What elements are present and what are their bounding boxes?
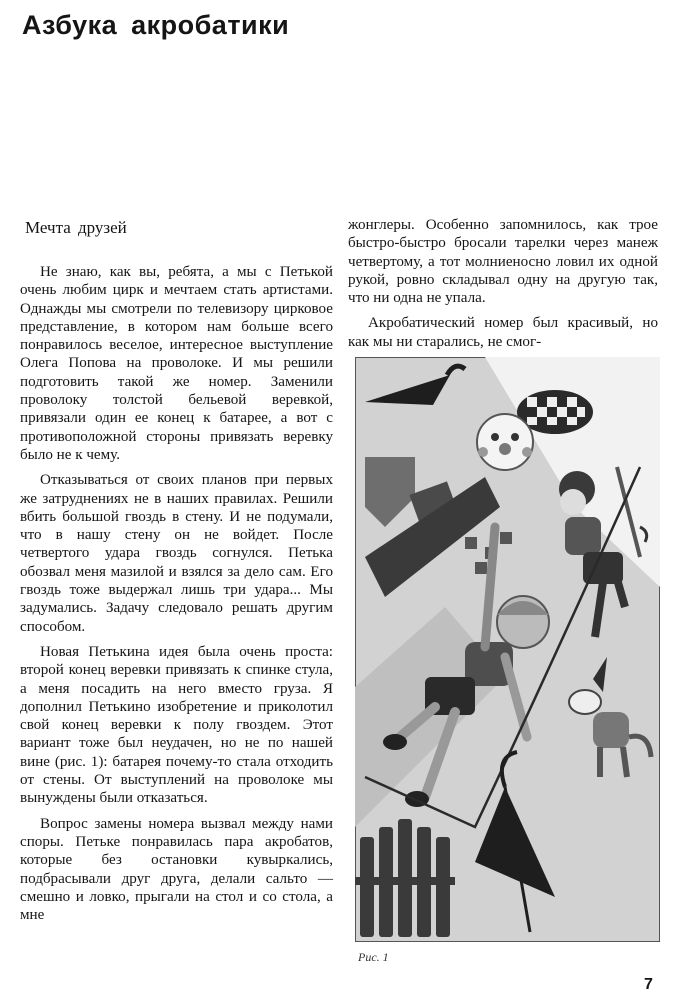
section-title: Мечта друзей: [25, 218, 127, 237]
paragraph: Не знаю, как вы, ребята, а мы с Петькой очень любим цирк и мечтаем стать артистами. Однажды мы смотрели по телевизору цирковое представление, в котором нам больше всего понравилось веселое, интересное выступление Олега Попова на проволоке. И мы решили подготовить такой же номер. Заменили проволоку толстой бельевой веревкой, привязали один ее конец к батарее, а вот с противоположной стороны привязать веревку было не к чему.: [20, 264, 333, 463]
paragraph-continuation: жонглеры. Особенно запомнилось, как трое быстро-быстро бросали тарелки через манеж четвертому, а тот молниеносно ловил их одной рукой, ровно складывал одну на другую так, что ни одна не упала.: [348, 217, 658, 307]
page-title: Азбука акробатики: [22, 10, 290, 40]
figure-illustration: [355, 357, 660, 942]
paragraph: Новая Петькина идея была очень проста: второй конец веревки привязать к спинке стула, а меня посадить на него вместо груза. Я дополнил Петькино изобретение и приколотил свой конец веревки к полу гвоздем. Этот вариант тоже был неудачен, но не по нашей вине (рис. 1): батарея почему-то стала отходить от стены. От выступлений на проволоке мы вынуждены были отказаться.: [20, 643, 333, 807]
clown-face: [477, 414, 533, 470]
paragraph: Отказываться от своих планов при первых же затруднениях не в наших правилах. Решили вбить большой гвоздь в стену. И не подумали, что в нашу стену он не войдет. После четвертого удара гвоздь согнулся. Петька обозвал меня мазилой и взялся за дело сам. Его гвоздь тоже выдержал лишь три удара... Мы задумались. Задачу следовало решать другим способом.: [20, 472, 333, 635]
illustration-drawing: [355, 357, 660, 942]
figure-caption: Рис. 1: [358, 950, 389, 964]
page-number: 7: [644, 976, 653, 993]
paragraph: Вопрос замены номера вызвал между нами споры. Петьке понравилась пара акробатов, которые без остановки кувыркались, подбрасывали друг друга, делали сальто — смешно и ловко, прыгали на стол и со стола, а мне: [20, 815, 333, 924]
left-text-column: [20, 263, 333, 924]
right-text-column: [348, 216, 658, 351]
paragraph: Акробатический номер был красивый, но как мы ни старались, не смог-: [348, 315, 658, 350]
